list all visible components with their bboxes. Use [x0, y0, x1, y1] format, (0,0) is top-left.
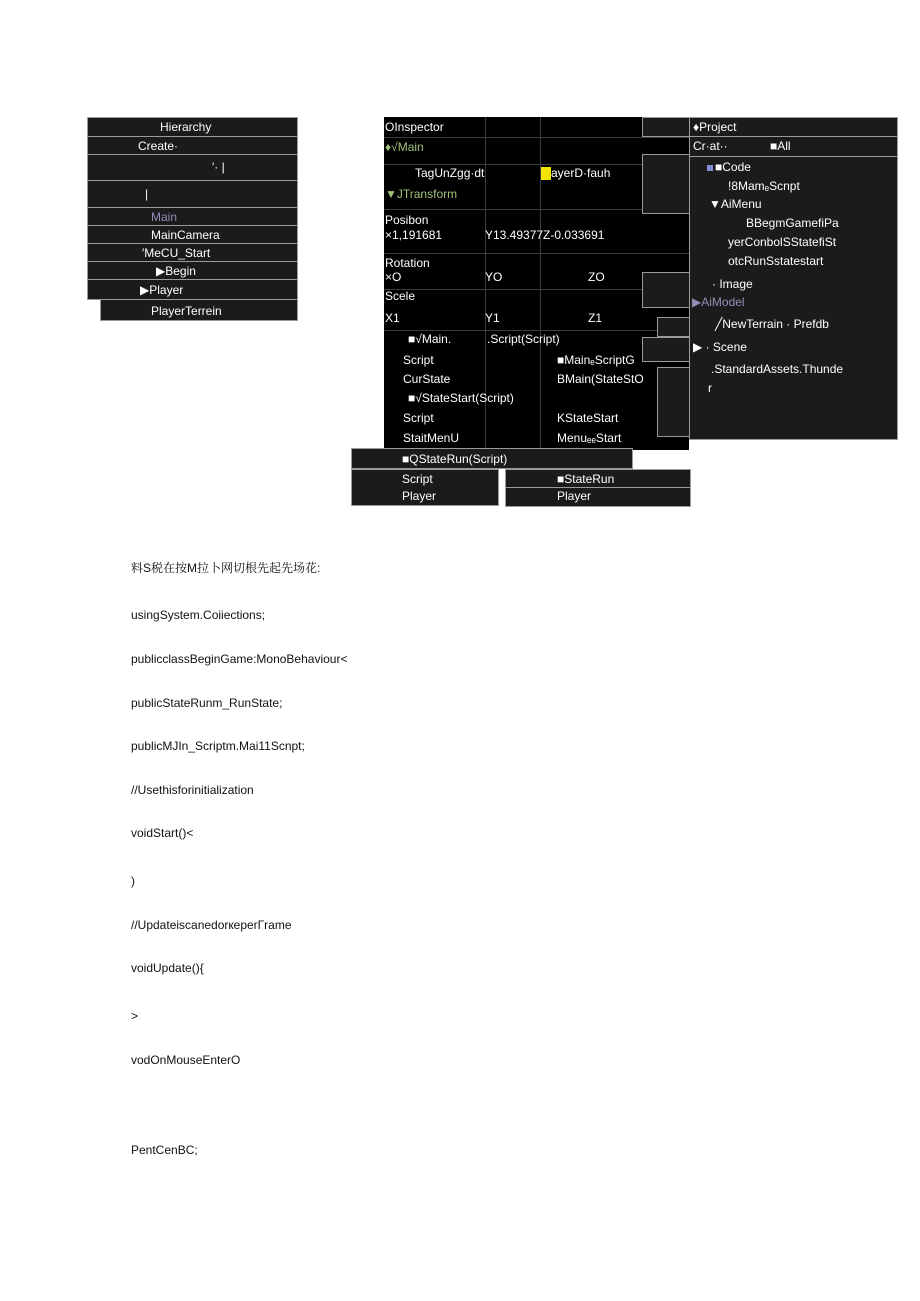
transform-header[interactable]: ▼JTransform	[385, 187, 458, 201]
code-line: voidUpdate(){	[131, 961, 204, 975]
hierarchy-search-bar[interactable]	[87, 154, 298, 181]
hierarchy-title: Hierarchy	[160, 120, 212, 134]
hierarchy-item-player-terrein[interactable]	[100, 299, 298, 321]
hierarchy-item-label: ▶Player	[140, 283, 184, 297]
hierarchy-item-label: Main	[151, 210, 178, 224]
hierarchy-item-label: PlayerTerrein	[151, 304, 222, 318]
hierarchy-item-main[interactable]	[87, 207, 298, 226]
project-title: ♦Project	[693, 120, 737, 134]
position-label: Posibon	[385, 213, 429, 227]
project-create-button[interactable]: Cr·at··	[693, 139, 728, 153]
project-toolbar	[689, 136, 898, 157]
project-item-main-script[interactable]: !8MamₑScnpt	[728, 179, 800, 193]
code-line: )	[131, 874, 135, 888]
project-item-run-state[interactable]: otcRunSstatestart	[728, 254, 824, 268]
code-line: usingSystem.Coiiections;	[131, 608, 266, 622]
hierarchy-create-button[interactable]: Create·	[138, 139, 179, 153]
project-item-menu[interactable]: ▼AiMenu	[709, 197, 762, 211]
code-line: voidStart()<	[131, 826, 194, 840]
scale-y-field[interactable]: Y1	[485, 311, 500, 325]
hierarchy-item-label: ▶Begin	[156, 264, 196, 278]
hierarchy-search-field[interactable]	[87, 180, 298, 209]
state-run-player-value-cell[interactable]	[505, 487, 691, 507]
folder-icon	[707, 165, 713, 171]
project-filter-all[interactable]: ■All	[770, 139, 791, 153]
state-run-component-header-bar[interactable]	[351, 448, 633, 469]
state-run-script-value-cell[interactable]	[505, 469, 691, 488]
code-line: //Usethisforinitialization	[131, 783, 254, 797]
hierarchy-item-label: MainCamera	[151, 228, 220, 242]
state-start-row-value[interactable]: KStateStart	[557, 411, 619, 425]
code-line: //UpdateiscanedorкeperГrame	[131, 918, 292, 932]
hierarchy-cursor: |	[145, 187, 149, 201]
rotation-y-field[interactable]: YO	[485, 270, 503, 284]
project-item-player-control[interactable]: yerConbolSStatefiSt	[728, 235, 837, 249]
state-run-script-label-cell	[351, 469, 499, 506]
project-panel	[689, 117, 898, 441]
scale-label: Scele	[385, 289, 416, 303]
code-line: publicStateRunm_RunState;	[131, 696, 283, 710]
project-item-label: ■Code	[715, 160, 751, 174]
state-start-row-label: StaitMenU	[403, 431, 460, 445]
hierarchy-item-main-camera[interactable]	[87, 225, 298, 244]
scale-x-field[interactable]: X1	[385, 311, 400, 325]
hierarchy-item-player[interactable]	[87, 279, 298, 300]
inspector-layer-value: ayerD·fauh	[551, 166, 611, 180]
main-script-row-value[interactable]: ■MainₑScriptG	[557, 353, 635, 367]
project-item-image[interactable]: · Image	[712, 277, 753, 291]
main-script-row-label: Script	[403, 353, 434, 367]
state-start-component-header[interactable]: ■√StateStart(Script)	[408, 391, 514, 405]
inspector-object-name[interactable]: ♦√Main	[385, 140, 424, 154]
state-run-row-label: Player	[402, 489, 437, 503]
code-line: PentCenBC;	[131, 1143, 198, 1157]
state-run-row-value: Player	[557, 489, 592, 503]
hierarchy-title-bar	[87, 117, 298, 137]
project-title-bar	[689, 117, 898, 137]
state-start-row-value[interactable]: MenuₑₑStart	[557, 431, 622, 445]
project-item-new-terrain[interactable]: ╱NewTerrain · Prefdb	[715, 317, 829, 331]
hierarchy-item-label: ′MeCU_Start	[142, 246, 211, 260]
position-yz-field[interactable]: Y13.49377Z-0.033691	[485, 228, 605, 242]
hierarchy-panel	[87, 117, 298, 322]
hierarchy-item-mecu-start[interactable]	[87, 243, 298, 262]
hierarchy-item-begin[interactable]	[87, 261, 298, 280]
inspector-title: OInspector	[385, 120, 444, 134]
state-run-row-value: ■StateRun	[557, 472, 615, 486]
main-script-component-name[interactable]: ■√Main.	[408, 332, 452, 346]
state-run-row-label: Script	[402, 472, 433, 486]
rotation-z-field[interactable]: ZO	[588, 270, 605, 284]
project-item-standard-assets[interactable]: .StandardAssets.Thunde	[711, 362, 844, 376]
main-script-component-type: .Script(Script)	[487, 332, 560, 346]
rotation-label: Rotation	[385, 256, 430, 270]
position-x-field[interactable]: ×1,191681	[385, 228, 443, 242]
inspector-layer-field[interactable]	[541, 166, 610, 180]
project-item-model[interactable]: ▶AiModel	[692, 295, 745, 309]
code-line: vodOnMouseEnterO	[131, 1053, 241, 1067]
state-start-row-label: Script	[403, 411, 434, 425]
code-line: >	[131, 1009, 139, 1023]
code-line: publicclassBeginGame:MonoBehaviour<	[131, 652, 348, 666]
rotation-x-field[interactable]: ×O	[385, 270, 402, 284]
project-item-standard-assets-cont: r	[708, 381, 712, 395]
inspector-tag-field[interactable]: TagUnZgg·dt	[415, 166, 485, 180]
layer-marker	[541, 167, 551, 180]
hierarchy-create-bar[interactable]	[87, 136, 298, 155]
project-item-begin-game[interactable]: BBegmGamefiPa	[746, 216, 839, 230]
code-line: publicMJIn_Scriptm.Mai11Scnpt;	[131, 739, 305, 753]
state-run-component-header: ■QStateRun(Script)	[402, 452, 508, 466]
scale-z-field[interactable]: Z1	[588, 311, 603, 325]
hierarchy-search-glyph: ′· |	[212, 160, 225, 174]
main-script-row-label: CurState	[403, 372, 451, 386]
doc-caption: 料S税在按M拉卜网切根先起先场花:	[131, 561, 321, 575]
project-item-code[interactable]	[707, 160, 751, 174]
project-item-scene[interactable]: ▶ · Scene	[693, 340, 747, 354]
main-script-row-value[interactable]: BMain(StateStO	[557, 372, 644, 386]
project-backing-strips	[642, 117, 694, 437]
